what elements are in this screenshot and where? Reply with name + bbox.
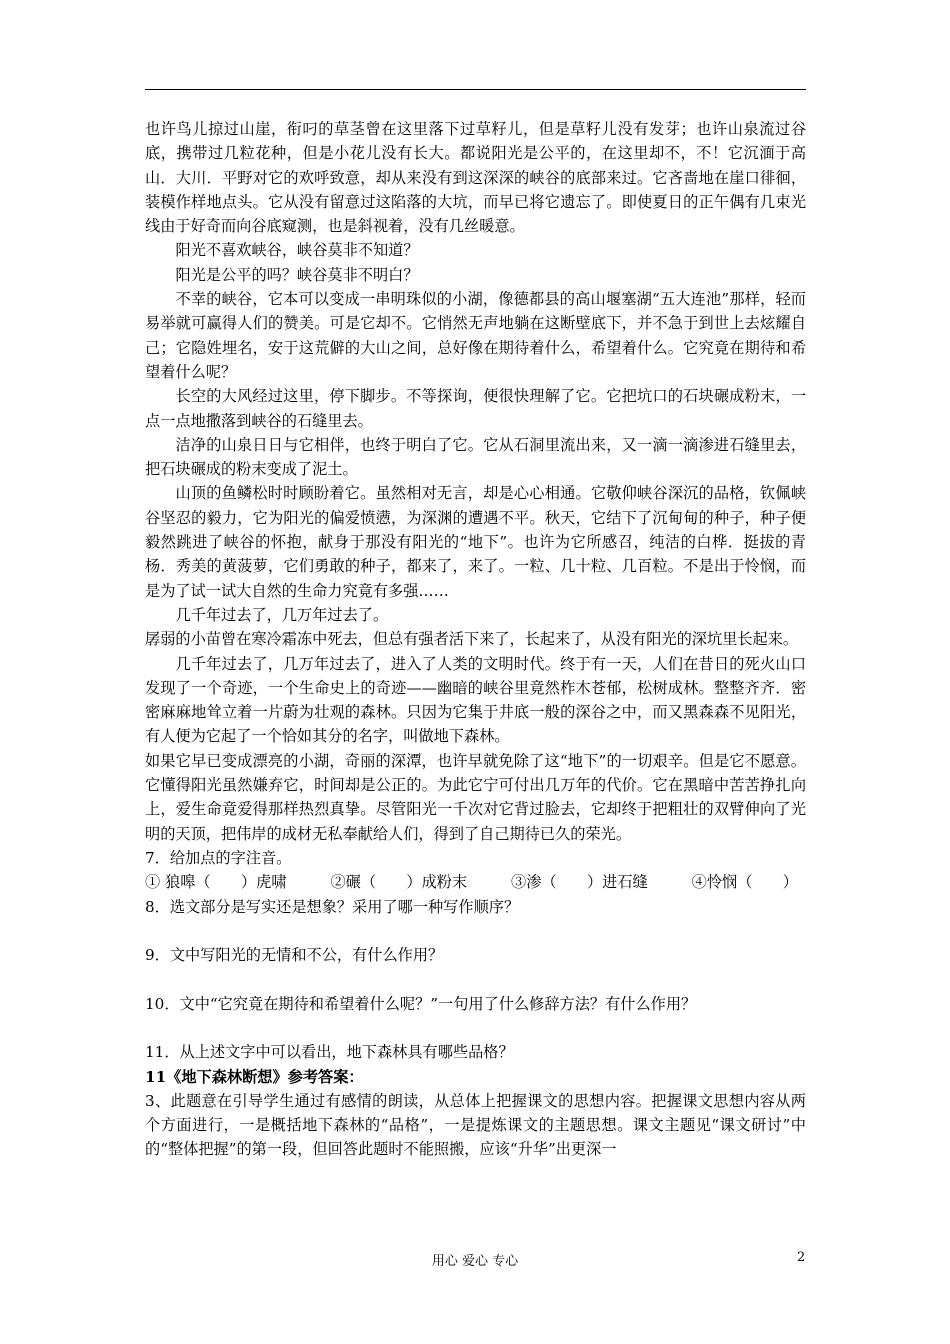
paragraph-1: 也许鸟儿掠过山崖，衔叼的草茎曾在这里落下过草籽儿，但是草籽儿没有发芽；也许山泉流过谷底，携带过几粒花种，但是小花儿没有长大。都说阳光是公平的，在这里却不，不！它沉湎于高山．大川．平野对它的欢呼致意，却从来没有到这深深的峡谷的底部来过。它吝啬地在崖口徘徊，装模作样地点头。它从没有留意过这陷落的大坑，而早已将它遗忘了。即使夏日的正午偶有几束光线由于好奇而向谷底窥测，也是斜视着，没有几丝暖意。 [145, 120, 806, 236]
answer-space [145, 1016, 806, 1040]
paragraph-2: 阳光不喜欢峡谷，峡谷莫非不知道？ [175, 241, 419, 260]
question-7-options [145, 870, 806, 894]
paragraph-11: 如果它早已变成漂亮的小湖，奇丽的深潭，也许早就免除了这“地下”的一切艰辛。但是它不愿意。它懂得阳光虽然嫌弃它，时间却是公正的。为此它宁可付出几万年的代价。它在黑暗中苦苦挣扎向上，爱生命竟爱得那样热烈真挚。尽管阳光一千次对它背过脸去，它却终于把粗壮的双臂伸向了光明的天顶，把伟岸的成材无私奉献给人们，得到了自己期待已久的荣光。 [145, 751, 806, 843]
page-number: 2 [797, 1250, 806, 1265]
paragraph-3: 阳光是公平的吗？峡谷莫非不明白？ [175, 265, 419, 284]
paragraph-9: 孱弱的小苗曾在寒冷霜冻中死去，但总有强者活下来了，长起来了，从没有阳光的深坑里长起来。 [145, 630, 799, 649]
answer-heading: 11《地下森林断想》参考答案： [145, 1067, 364, 1086]
paragraph-5: 长空的大风经过这里，停下脚步。不等探询，便很快理解了它。它把坑口的石块碾成粉末，一点一点地撒落到峡谷的石缝里去。 [145, 387, 806, 430]
question-11: 11．从上述文字中可以看出，地下森林具有哪些品格？ [145, 1043, 514, 1062]
answer-space [145, 967, 806, 991]
paragraph-8: 几千年过去了，几万年过去了。 [175, 605, 389, 624]
question-8: 8．选文部分是写实还是想象？采用了哪一种写作顺序？ [145, 897, 520, 916]
answer-body: 3、此题意在引导学生通过有感情的朗读，从总体上把握课文的思想内容。把握课文思想内容从两个方面进行，一是概括地下森林的“品格”，一是提炼课文的主题思想。课文主题见“课文研讨”中的“整体把握”的第一段，但回答此题时不能照搬，应该“升华”出更深一 [145, 1091, 806, 1159]
question-7-option-4: ④怜悯（ ） [691, 873, 798, 892]
footer-text: 用心 爱心 专心 [431, 1254, 519, 1269]
question-7-option-1: ① 狼嗥（ ）虎啸 [145, 873, 287, 892]
paragraph-10: 几千年过去了，几万年过去了，进入了人类的文明时代。终于有一天，人们在昔日的死火山口发现了一个奇迹，一个生命史上的奇迹——幽暗的峡谷里竟然柞木苍郁，松树成林。整整齐齐．密密麻麻地耸立着一片蔚为壮观的森林。只因为它集于井底一般的深谷之中，而又黑森森不见阳光，有人便为它起了一个恰如其分的名字，叫做地下森林。 [145, 654, 806, 746]
page-content [145, 117, 806, 1162]
question-7-option-2: ②碾（ ）成粉末 [330, 873, 468, 892]
paragraph-4: 不幸的峡谷，它本可以变成一串明珠似的小湖，像德都县的高山堰塞湖“五大连池”那样，轻而易举就可赢得人们的赞美。可是它却不。它悄然无声地躺在这断壁底下，并不急于到世上去炫耀自己；它隐姓埋名，安于这荒僻的大山之间，总好像在期待着什么，希望着什么。它究竟在期待和希望着什么呢？ [145, 290, 806, 381]
header-rule [145, 89, 806, 90]
paragraph-7: 山顶的鱼鳞松时时顾盼着它。虽然相对无言，却是心心相通。它敬仰峡谷深沉的品格，钦佩峡谷坚忍的毅力，它为阳光的偏爱愤懑，为深渊的遭遇不平。秋天，它结下了沉甸甸的种子，种子便毅然跳进了峡谷的怀抱，献身于那没有阳光的“地下”。也许为它所感召，纯洁的白桦．挺拔的青杨．秀美的黄菠萝，它们勇敢的种子，都来了，来了。一粒、几十粒、几百粒。不是出于怜悯，而是为了试一试大自然的生命力究竟有多强…… [145, 484, 806, 600]
answer-space [145, 919, 806, 943]
paragraph-6: 洁净的山泉日日与它相伴，也终于明白了它。它从石洞里流出来，又一滴一滴渗进石缝里去，把石块碾成的粉末变成了泥土。 [145, 435, 806, 479]
question-9: 9．文中写阳光的无情和不公，有什么作用？ [145, 946, 444, 965]
question-7-option-3: ③渗（ ）进石缝 [511, 873, 648, 892]
question-7: 7．给加点的字注音。 [145, 848, 292, 867]
question-10: 10．文中“它究竟在期待和希望着什么呢？”一句用了什么修辞方法？有什么作用？ [145, 994, 697, 1013]
